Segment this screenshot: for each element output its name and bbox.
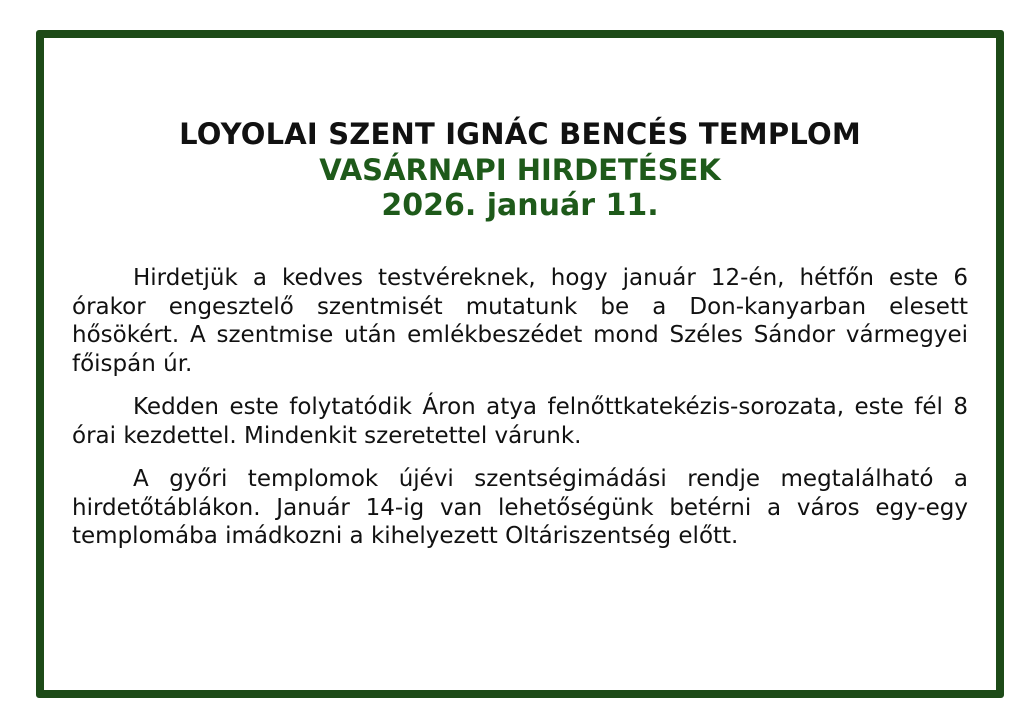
church-title: LOYOLAI SZENT IGNÁC BENCÉS TEMPLOM: [179, 117, 861, 151]
announcement-body: [72, 264, 968, 566]
announcement-date: 2026. január 11.: [381, 188, 659, 223]
announcements-subtitle: VASÁRNAPI HIRDETÉSEK: [319, 153, 721, 187]
announcement-paragraph-2: Kedden este folytatódik Áron atya felnőttkatekézis-sorozata, este fél 8 órai kezdettel. Mindenkit szeretettel várunk.: [72, 394, 968, 449]
announcement-paragraph-1: Hirdetjük a kedves testvéreknek, hogy január 12-én, hétfőn este 6 órakor engesztelő szentmisét mutatunk be a Don-kanyarban elesett hősökért. A szentmise után emlékbeszédet mond Széles Sándor vármegyei főispán úr.: [72, 265, 968, 377]
announcement-header: [44, 116, 996, 224]
announcement-paragraph-3: A győri templomok újévi szentségimádási rendje megtalálható a hirdetőtáblákon. Január 14-ig van lehetőségünk betérni a város egy-egy templomába imádkozni a kihelyezett Oltáriszentség előtt.: [72, 466, 968, 549]
announcement-frame: [36, 30, 1004, 698]
